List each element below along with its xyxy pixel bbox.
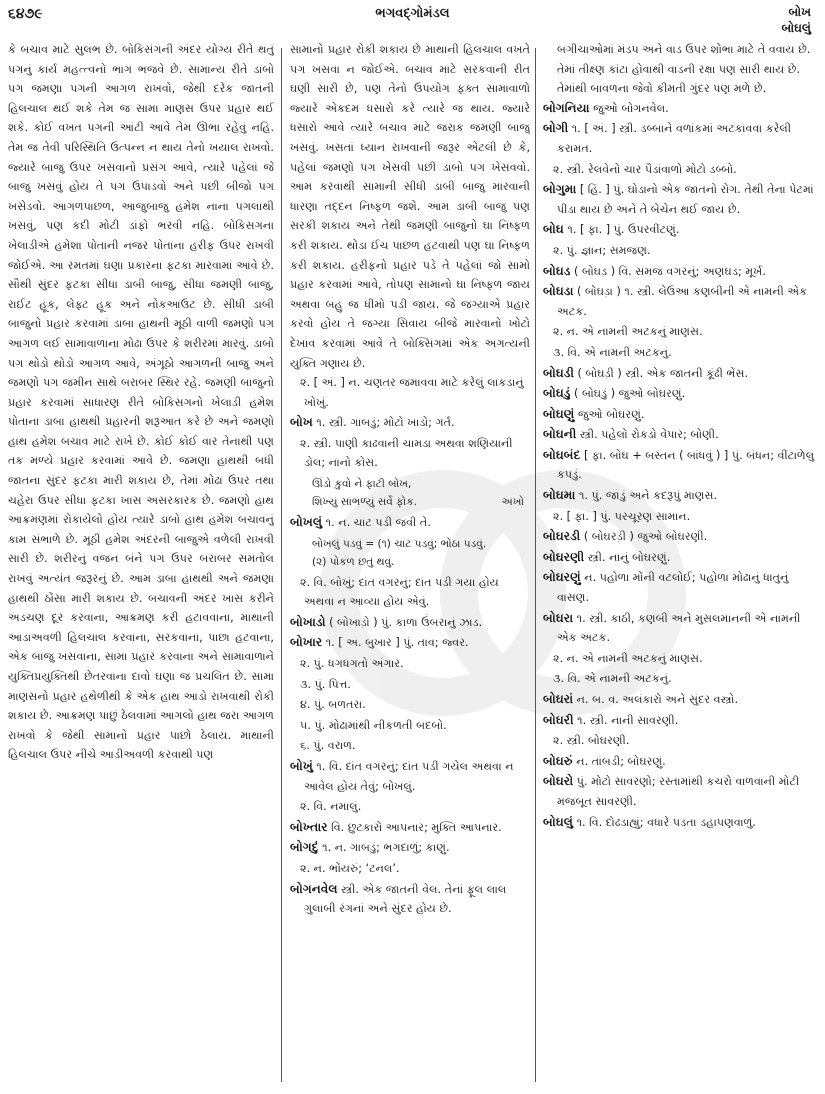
guide-words [781,4,811,36]
entry-headword: બોઘમા [543,488,576,503]
column-3 [543,40,819,1090]
entry-headword: બોગુમા [543,182,577,197]
column-2 [290,40,530,1090]
entry-definition: જુઓ બોઘરણું. [574,407,645,421]
dictionary-entry [290,513,530,533]
column-divider [535,48,536,1082]
dictionary-entry [543,711,819,731]
entry-definition: સ્ત્રી. નાનું બોઘરણું. [584,550,671,564]
dictionary-entry [543,425,819,445]
entry-sense: ૨. સ્ત્રી. બોઘરણી. [553,734,630,748]
dictionary-entry [543,486,819,506]
entry-headword: બોઘરડી [543,529,581,544]
entry-headword: બોખ્તાર [290,819,328,834]
entry-headword: બોગનવેલ [290,881,338,896]
entry-definition: ન. બ. વ. અલંકારો અને સુંદર વસ્ત્રો. [573,693,739,706]
entry-sense: ૨. ન. એ નામની અટકનું માણસ. [553,651,703,665]
entry-headword: બોઘડા [543,284,574,299]
guide-word-first: બોખ [788,5,811,19]
entry-headword: બોઘણું [543,406,575,421]
entry-definition: ( બોઘડ઼ ) વિ. સમજ વગરનું; અણઘડ; મૂર્ખ. [570,264,766,278]
entry-headword: બોઘરણી [543,549,585,564]
dictionary-entry [543,364,819,384]
page-number: ૬૪૭૯ [8,6,43,22]
entry-definition: ( બોખાડ઼ો ) પું. કાળા ઉંબરાનું ઝાડ. [325,615,483,629]
entry-sense: ૨. સ્ત્રી. પાણી કાઢવાની ચામડા અથવા શણિયાની ડોલ; નાનો કોસ. [300,436,513,470]
entry-definition: ( બોઘડ઼ી ) સ્ત્રી. એક જાતની કૂંઢી ભેંસ. [573,366,749,380]
entry-headword: બોઘની [543,427,577,442]
dictionary-entry [543,752,819,772]
entry-definition: ૧. સ્ત્રી. ગાબડું; મોટો ખાડો; ગર્ત. [312,416,455,430]
entry-headword: બોઘડી [543,365,574,380]
dictionary-entry [543,609,819,648]
verse-source: અખો [501,496,524,509]
entry-definition: ૧. વિ. દોઢડાહ્યું; વધારે પડતા ડહાપણવાળું. [573,815,756,829]
entry-list [543,99,819,832]
entry-sense: ૩. વિ. એ નામની અટકનું. [553,345,672,359]
entry-definition: પું. મોટો સાવરણો; રસ્તામાંથી કચરો વાળવાની મોટી મજબૂત સાવરણી. [557,775,800,808]
entry-definition: ૧. ન. ગાબડું; ભગદાળું; કાણું. [318,841,450,855]
entry-definition: [ ફા. બોઘ + બસ્તન ( બાંધવું ) ] પું. બંધન; વીંટાળેલું કપડું. [557,448,815,482]
dictionary-entry [543,180,819,219]
entry-definition: ( બોઘરડ઼ી ) જુઓ બોઘરણી. [580,530,708,544]
entry-list [290,373,530,919]
entry-definition: વિ. છુટકારો આપનાર; મુક્તિ આપનાર. [327,820,502,834]
entry-headword: બોખ [290,415,313,430]
entry-definition: જુઓ બોગનવેલ. [589,101,669,115]
column-1 [8,40,274,1090]
article-paragraph: સામાનો પ્રહાર રોકી શકાય છે માથાની હિલચાલ વખતે પગ ખસવા ન જોઈએ. બચાવ માટે સરકવાની રીત ઘણી સારી છે, પણ તેનો ઉપયોગ ફક્ત સામાવાળો જ્યારે એકદમ ધસારો કરે ત્યારે જ થાય. જ્યારે ધસારો આવે ત્યારે બચાવ માટે જરાક જમણી બાજુ ખસવું. ખસતાં ધ્યાન રાખવાની જરૂર એટલી છે કે, પહેલાં જમણો પગ ખેસવી પછી ડાબો પગ ખેસવવો. આમ કરવાથી સામાની સીધી ડાબી બાજુ મારવાની ધારણા તદ્દન નિષ્ફળ જશે. આમ ડાબી બાજુ પણ સરકી શકાય અને તેથી જમણી બાજુનો ઘા નિષ્ફળ કરી શકાય. થોડા ઈંચ પાછળ હટવાથી પણ ઘા નિષ્ફળ કરી શકાય. હરીફનો પ્રહાર પડે તે પહેલાં જો સામો પ્રહાર કરવામાં આવે, તોપણ સામાનો ઘા નિષ્ફળ જાય અથવા બહુ જ ધીમો પડી જાય. જે જગ્યાએ પ્રહાર કરવો હોય તે જગ્યા સિવાય બીજે મારવાનો ખોટો દેખાવ કરવામાં આવે તે બોક્સિંગમાં એક અગત્યની યુક્તિ ગણાય છે. [290,43,530,370]
entry-definition: [ હિં. ] પું. ઘોડાનો એક જાતનો રોગ. તેથી તેના પેટમાં પીડા થાય છે અને તે બેચેન થઈ જાય છે. [557,183,814,216]
entry-sense: ૫. પું. મોઢામાંથી નીકળતી બદબો. [300,718,447,732]
entry-definition: ન. તાંબડી; બોઘરણું. [572,754,666,768]
dictionary-entry [543,690,819,710]
entry-headword: બોખું [290,759,313,773]
verse-line: ઊંડો કુવો ને ફાટી બોખ, [312,478,412,491]
entry-headword: બોઘરાં [543,692,574,706]
dictionary-entry [543,548,819,568]
entry-sense: ૨. વિ. નમાલું. [300,800,362,814]
entry-definition: ૧. [ ફા. ] પું. ઉપરવીંટણું. [563,223,680,237]
entry-headword: બોખલું [290,515,323,530]
verse-line: (૨) પોકળ છતું થવું. [312,555,395,568]
dictionary-entry [543,405,819,425]
entry-definition: ૧. સ્ત્રી. કાઠી, કણબી અને મુસલમાનની એ નામની એક અટક. [557,611,801,645]
verse-line: બોખલું પડવું = (૧) ચાટ પડવું; ભોંઠા પડવું. [312,537,487,550]
entry-definition: ( બોઘડ઼ા ) ૧. સ્ત્રી. લેઉઆ કણબીની એ નામની એક અટક. [557,285,808,318]
entry-sense: ૩. પું. પિત્ત. [300,677,351,691]
dictionary-entry [543,262,819,282]
dictionary-entry [290,838,530,858]
entry-headword: બોઘ [543,222,564,237]
entry-definition: ૧. પું. જાડું અને કદરૂપું માણસ. [575,489,718,503]
entry-headword: બોખાડો [290,614,326,629]
entry-definition: ૧. સ્ત્રી. નાની સાવરણી. [573,713,679,727]
dictionary-entry [543,282,819,321]
entry-definition: ( બોઘડ઼ું ) જુઓ બોઘરણું. [570,387,686,401]
entry-headword: બોઘબંદ [543,447,581,462]
entry-sense: ૨. ન. ભોંયરું; ‘ટનલ’. [300,861,400,875]
entry-headword: બોગદું [290,840,319,855]
entry-sense: ૨. ન. એ નામની અટકનું માણસ. [553,325,703,339]
entry-headword: બોઘરી [543,712,574,727]
entry-headword: બોઘડ [543,263,571,278]
column-divider [281,48,282,1082]
dictionary-entry [543,527,819,547]
entry-sense: ૨. [ અં. ] ન. ચણતર જમાવવા માટે કરેલું લાકડાનું ખોખું. [300,376,524,409]
entry-definition: સ્ત્રી. પહેલો રોકડો વેપાર; બોણી. [576,428,719,442]
entry-headword: બોગી [543,121,569,136]
dictionary-entry [290,880,530,919]
entry-sense: ૪. પું. બળતરા. [300,698,366,712]
entry-headword: બોઘડું [543,386,571,401]
dictionary-entry [543,772,819,811]
dictionary-entry [543,99,819,119]
dictionary-entry [543,384,819,404]
entry-headword: બોઘરા [543,610,574,625]
entry-sense: ૨. પું. ધગધગતો અંગાર. [300,657,404,671]
article-paragraph: કે બચાવ માટે સુલભ છે. બોકિસંગની અંદર યોગ્ય રીતે થતું પગનું કાર્ય મહત્ત્વનો ભાગ ભજવે છે. સામાન્ય રીતે ડાબો પગ જમણા પગની આગળ રાખવો, જેથી દરેક જાતની હિલચાલ થઈ શકે તેમ જ સામા માણસ ઉપર પ્રહાર થઈ શકે. કોઈ વખત પગની આંટી આવે તેમ ઊભા રહેવું નહિ. તેમ જ તેવી પરિસ્થિતિ ઉત્પન્ન ન થાય તેનો ખયાલ રાખવો. જ્યારે બાજુ ઉપર ખસવાનો પ્રસંગ આવે, ત્યારે પહેલાં જે બાજુ ખસવું હોય તે પગ ઉપાડવો અને પછી બીજો પગ ખસેડવો. આગળપાછળ, આજુબાજુ હમેશ નાના પગલાથી ખસવું, પણ કદી મોટી ડાંફો ભરવી નહિ. બોકિસગના ખેલાડીએ હમેશા પોતાની નજર પોતાના હરીફ ઉપર રાખવી જોઈએ. આ રમતમાં ઘણા પ્રકારના ફટકા મારવામાં આવે છે. સૌથી સુંદર ફટકા સીધા ડાબી બાજુ, સીધા જમણી બાજુ, રાઈટ હૂક, લેફ્ટ હૂક અને નોકઆઉટ છે. સીધી ડાબી બાજુનો પ્રહાર કરવામાં ડાબા હાથની મૂઠી વાળી જમણો પગ આગળ લઈ સામાવાળાના મોઢા ઉપર કે શરીરમાં મારવું. ડાબો પગ થોડો થોડો આગળ આવે, અંગૂઠો આગળની બાજુ અને જમણો પગ જમીન સાથે બરાબર સ્થિર રહે. જમણી બાજુનો પ્રહાર કરવામાં સાધારણ રીતે બોકિસગનો ખેલાડી હમેશ પોતાના ડાબા હાથથી પ્રહારની શરૂઆત કરે છે અને જમણો હાથ હમેશ બચાવ માટે રાખે છે. કોઈ કોઈ વાર તેનાથી પણ તક મળ્યે પ્રહાર કરવામાં આવે છે. જમણા હાથથી બધી જાતના સુંદર ફટકા મારી શકાય છે, તેમાં મોઢા ઉપર તથા ચહેરા ઉપર સીધા ફટકા ખાસ અસરકારક છે. જમણો હાથ આક્રમણમાં રોકાયેલો હોય ત્યારે ડાબો હાથ હમેશ બચાવનું કામ સંભાળે છે. મૂઠી હમેશ અંદરની બાજુએ વળેલી રાખવી સારી છે. શરીરનું વજન બંને પગ ઉપર બરાબર સમતોલ રાખવું અત્યંત જરૂરનું છે. આમ ડાબા હાથથી અને જમણા હાથથી ઠોંસા મારી શકાય છે. બચાવની અંદર ખાસ કરીને અડચણ દૂર કરવાના, આક્રમણ કરી હટાવવાના, માથાની આડાઅવળી હિલચાલ કરવાના, સરકવાના, પાછા હટવાના, એક બાજુ ખસવાના, સામા પ્રહાર કરવાના અને સામાવાળાને યુક્તિપ્રયુક્તિથી છેતરવાના દાવો ઘણા જ પ્રચલિત છે. સામા માણસનો પ્રહાર હથેળીથી કે એક હાથ આડો રાખવાથી રોકી શકાય છે. આક્રમણ પાછું ઠેલવામાં આગલો હાથ જરા આગળ રાખવો કે જેથી સામાનો પ્રહાર પાછો ઠેલાય. માથાની હિલચાલ ઉપર નીચે આડીઅવળી કરવાથી પણ [8,43,274,762]
entry-headword: બોઘલું [543,814,574,829]
entry-sense: ૨. [ ફા. ] પું. પરચૂરણ સામાન. [553,509,691,523]
quotation-verse [312,475,530,511]
book-title: ભગવદ્ગોમંડલ [375,6,450,21]
entry-sense: ૬. પું. વરાળ. [300,739,356,753]
dictionary-entry [290,818,530,838]
entry-headword: બોઘરું [543,753,573,768]
entry-sense: ૨. સ્ત્રી. રેલવેનો ચાર પૈડાંવાળો મોટો ડબ્બો. [553,162,737,176]
dictionary-entry [543,446,819,485]
entry-headword: બોગનિયા [543,100,590,115]
entry-definition: સ્ત્રી. એક જાતની વેલ. તેનાં ફૂલ લાલ ગુલાબી રંગનાં અને સુંદર હોય છે. [304,882,507,916]
dictionary-entry [543,119,819,158]
entry-headword: બોઘરણું [543,570,581,585]
entry-definition: ૧. [ અં. ] સ્ત્રી. ડબ્બાને વળાંકમાં અટકાવવા કરેલી કરામત. [557,122,792,155]
dictionary-entry [543,568,819,607]
entry-sense: ૨. વિ. બોખું; દાંત વગરનું; દાંત પડી ગયા હોય અથવા ન આવ્યા હોય એવું. [300,575,499,609]
dictionary-entry [290,413,530,433]
entry-headword: બોઘરો [543,774,574,789]
entry-sense: ૩. વિ. એ નામની અટકનું. [553,672,672,686]
dictionary-entry [290,633,530,653]
entry-definition: ૧. [ અ. બુખાર ] પું. તાવ; જ્વર. [322,636,469,650]
dictionary-entry [543,220,819,240]
article-paragraph: બગીચાઓમાં મંડપ અને વાડ ઉપર શોભા માટે તે વવાય છે. તેમાં તીક્ષ્ણ કાંટા હોવાથી વાડની રક્ષા પણ સારી થાય છે. તેમાંથી બાવળના જેવો કીમતી ગુંદર પણ મળે છે. [557,43,811,96]
dictionary-entry [290,613,530,633]
quotation-verse [312,535,530,571]
entry-headword: બોખાર [290,635,323,650]
entry-sense: ૨. પું. જ્ઞાન; સમજણ. [553,243,651,257]
entry-definition: ૧. ન. ચાટ પડી જવી તે. [322,516,431,530]
guide-word-last: બોઘલું [781,21,811,35]
dictionary-entry [290,757,530,796]
dictionary-entry [543,813,819,833]
entry-definition: ન. પહોળા મોંની વટલોઈ; પહોળા મોઢાનું ધાતુનું વાસણ. [557,571,789,605]
verse-line: શિખ્યું સાંભળ્યું સર્વે ફોક. [312,496,417,509]
entry-definition: ૧. વિ. દાંત વગરનું; દાંત પડી ગયેલ અથવા ન આવેલ હોય તેવું; બોખલું. [304,760,514,793]
page-header [0,0,825,40]
